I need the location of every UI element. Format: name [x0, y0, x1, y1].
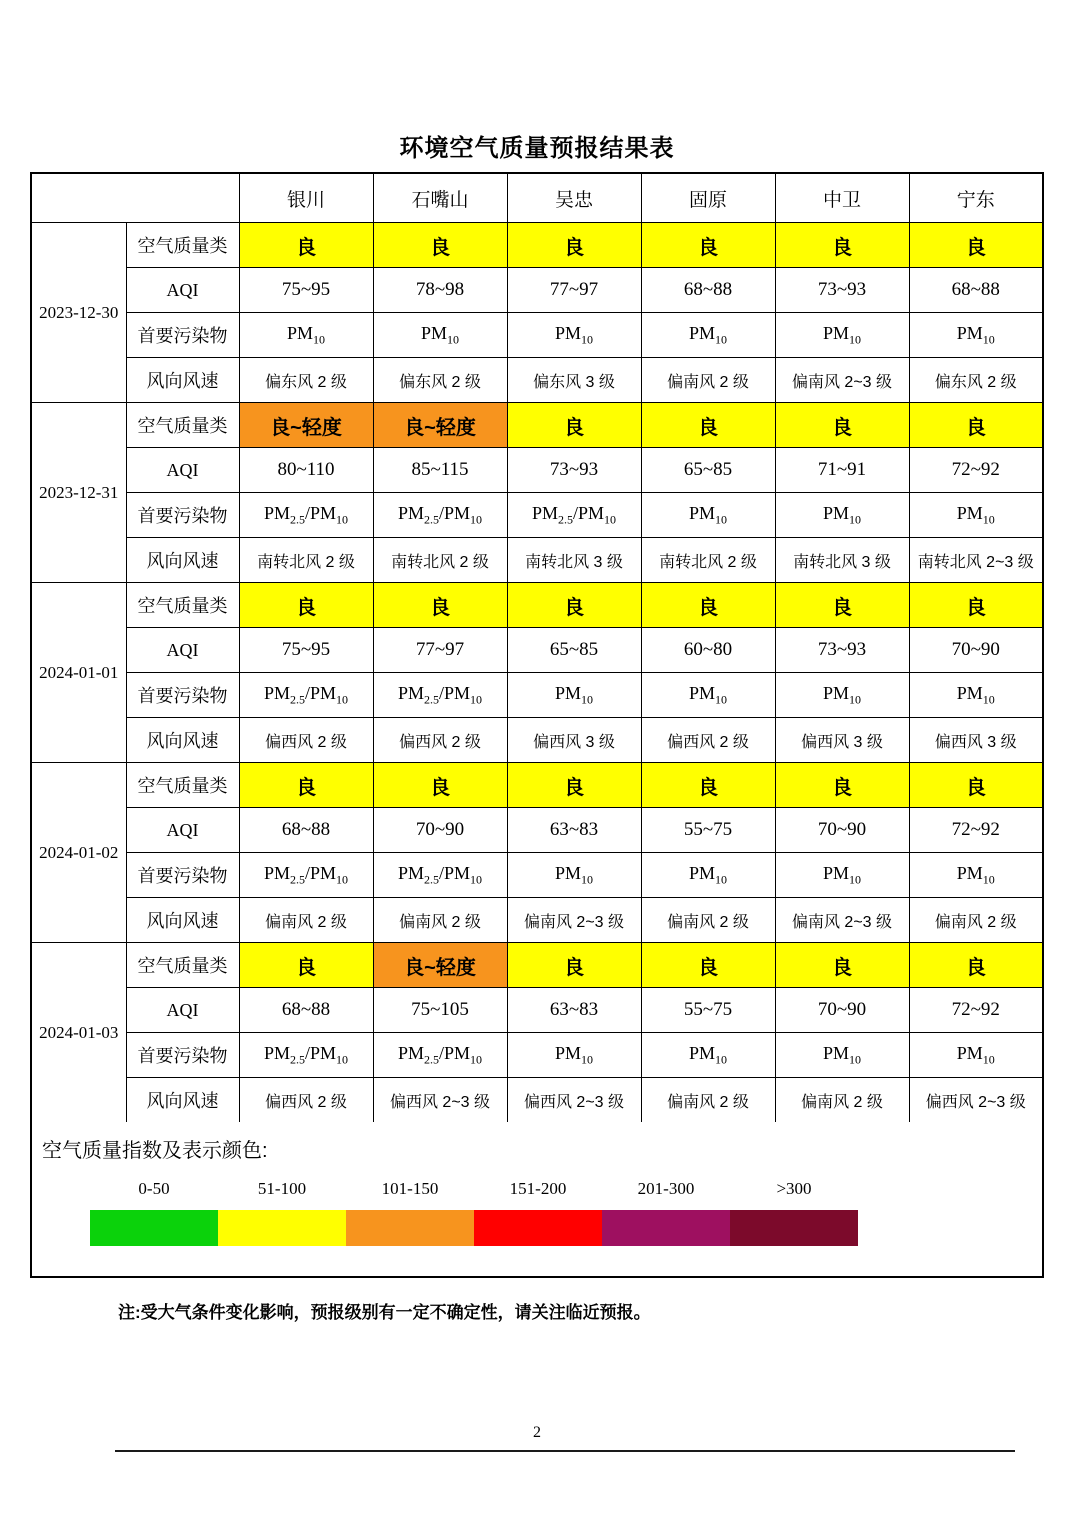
table-row [31, 1078, 1043, 1124]
aqi-cell: 70~90 [909, 628, 1043, 673]
wind-cell: 偏西风 2 级 [239, 1078, 373, 1124]
aqi-cell: 55~75 [641, 808, 775, 853]
pollutant-cell: $PM_{10}$ [641, 313, 775, 358]
wind-cell: 偏西风 2 级 [239, 718, 373, 763]
row-label: 首要污染物 [126, 313, 239, 358]
quality-cell: 良 [909, 583, 1043, 628]
pollutant-cell: $PM_{10}$ [507, 673, 641, 718]
pollutant-cell: $PM_{10}$ [775, 493, 909, 538]
aqi-cell: 68~88 [239, 988, 373, 1033]
table-row [31, 988, 1043, 1033]
aqi-cell: 65~85 [641, 448, 775, 493]
quality-cell: 良 [507, 403, 641, 448]
date-cell: 2024-01-02 [31, 763, 126, 943]
date-cell: 2024-01-01 [31, 583, 126, 763]
aqi-cell: 55~75 [641, 988, 775, 1033]
row-label: AQI [126, 448, 239, 493]
wind-cell: 偏南风 2~3 级 [775, 358, 909, 403]
aqi-cell: 73~93 [775, 628, 909, 673]
legend-color-band [90, 1210, 858, 1246]
pollutant-cell: $PM_{10}$ [239, 313, 373, 358]
footnote: 注:受大气条件变化影响，预报级别有一定不确定性，请关注临近预报。 [118, 1303, 651, 1322]
wind-cell: 偏南风 2 级 [909, 898, 1043, 943]
table-row [31, 628, 1043, 673]
wind-cell: 偏东风 2 级 [909, 358, 1043, 403]
row-label: 风向风速 [126, 898, 239, 943]
city-header: 固原 [641, 173, 775, 223]
quality-cell: 良 [775, 403, 909, 448]
legend-color-swatch [346, 1210, 474, 1246]
row-label: AQI [126, 988, 239, 1033]
date-cell: 2023-12-30 [31, 223, 126, 403]
table-row [31, 718, 1043, 763]
row-label: 风向风速 [126, 538, 239, 583]
row-label: AQI [126, 268, 239, 313]
header-row [31, 173, 1043, 223]
pollutant-cell: $PM_{2.5}/PM_{10}$ [373, 853, 507, 898]
wind-cell: 偏南风 2 级 [641, 358, 775, 403]
quality-cell: 良 [641, 223, 775, 268]
aqi-cell: 68~88 [641, 268, 775, 313]
page-title: 环境空气质量预报结果表 [399, 135, 675, 162]
table-row [31, 583, 1043, 628]
wind-cell: 偏南风 2~3 级 [507, 898, 641, 943]
pollutant-cell: $PM_{10}$ [775, 1033, 909, 1078]
date-cell: 2023-12-31 [31, 403, 126, 583]
wind-cell: 南转北风 2 级 [373, 538, 507, 583]
pollutant-cell: $PM_{2.5}/PM_{10}$ [239, 493, 373, 538]
quality-cell: 良 [909, 223, 1043, 268]
wind-cell: 南转北风 3 级 [507, 538, 641, 583]
pollutant-cell: $PM_{10}$ [507, 1033, 641, 1078]
row-label: 首要污染物 [126, 1033, 239, 1078]
quality-cell: 良 [775, 943, 909, 988]
legend-range-label: 151-200 [509, 1179, 567, 1198]
city-header: 石嘴山 [373, 173, 507, 223]
wind-cell: 偏西风 2~3 级 [909, 1078, 1043, 1124]
quality-cell: 良 [239, 763, 373, 808]
forecast-table [30, 172, 1044, 1124]
forecast-table-body [31, 173, 1043, 1123]
wind-cell: 偏西风 2~3 级 [507, 1078, 641, 1124]
aqi-cell: 75~95 [239, 268, 373, 313]
wind-cell: 偏南风 2~3 级 [775, 898, 909, 943]
aqi-cell: 75~95 [239, 628, 373, 673]
table-row [31, 313, 1043, 358]
city-header: 银川 [239, 173, 373, 223]
table-row [31, 358, 1043, 403]
table-row [31, 403, 1043, 448]
quality-cell: 良~轻度 [373, 403, 507, 448]
aqi-cell: 68~88 [239, 808, 373, 853]
table-row [31, 538, 1043, 583]
pollutant-cell: $PM_{2.5}/PM_{10}$ [373, 1033, 507, 1078]
quality-cell: 良 [373, 763, 507, 808]
quality-cell: 良~轻度 [373, 943, 507, 988]
aqi-cell: 60~80 [641, 628, 775, 673]
aqi-cell: 77~97 [507, 268, 641, 313]
pollutant-cell: $PM_{2.5}/PM_{10}$ [373, 673, 507, 718]
row-label: 风向风速 [126, 1078, 239, 1124]
quality-cell: 良 [641, 403, 775, 448]
table-row [31, 223, 1043, 268]
legend-range-labels [90, 1179, 1042, 1199]
row-label: 空气质量类 [126, 583, 239, 628]
pollutant-cell: $PM_{2.5}/PM_{10}$ [239, 1033, 373, 1078]
pollutant-cell: $PM_{10}$ [641, 853, 775, 898]
pollutant-cell: $PM_{10}$ [373, 313, 507, 358]
table-row [31, 673, 1043, 718]
wind-cell: 偏南风 2 级 [373, 898, 507, 943]
wind-cell: 偏东风 2 级 [239, 358, 373, 403]
page-number: 2 [533, 1424, 541, 1441]
legend-range-label: >300 [776, 1179, 812, 1198]
pollutant-cell: $PM_{10}$ [775, 853, 909, 898]
wind-cell: 南转北风 2 级 [641, 538, 775, 583]
aqi-cell: 80~110 [239, 448, 373, 493]
pollutant-cell: $PM_{10}$ [775, 673, 909, 718]
table-row [31, 763, 1043, 808]
aqi-cell: 70~90 [373, 808, 507, 853]
pollutant-cell: $PM_{10}$ [909, 673, 1043, 718]
table-row [31, 1033, 1043, 1078]
date-cell: 2024-01-03 [31, 943, 126, 1124]
quality-cell: 良 [909, 403, 1043, 448]
city-header: 中卫 [775, 173, 909, 223]
quality-cell: 良 [239, 583, 373, 628]
quality-cell: 良 [775, 583, 909, 628]
aqi-cell: 72~92 [909, 448, 1043, 493]
aqi-cell: 72~92 [909, 808, 1043, 853]
pollutant-cell: $PM_{10}$ [507, 313, 641, 358]
quality-cell: 良 [239, 943, 373, 988]
table-row [31, 493, 1043, 538]
pollutant-cell: $PM_{2.5}/PM_{10}$ [373, 493, 507, 538]
quality-cell: 良 [909, 763, 1043, 808]
legend-color-swatch [602, 1210, 730, 1246]
legend-color-swatch [90, 1210, 218, 1246]
table-row [31, 808, 1043, 853]
row-label: 空气质量类 [126, 943, 239, 988]
row-label: 风向风速 [126, 718, 239, 763]
row-label: 空气质量类 [126, 403, 239, 448]
pollutant-cell: $PM_{2.5}/PM_{10}$ [507, 493, 641, 538]
wind-cell: 南转北风 2~3 级 [909, 538, 1043, 583]
quality-cell: 良 [775, 763, 909, 808]
footer-rule [115, 1450, 1015, 1452]
pollutant-cell: $PM_{10}$ [641, 673, 775, 718]
table-row [31, 448, 1043, 493]
aqi-cell: 63~83 [507, 808, 641, 853]
aqi-cell: 63~83 [507, 988, 641, 1033]
wind-cell: 偏西风 2~3 级 [373, 1078, 507, 1124]
quality-cell: 良 [641, 763, 775, 808]
wind-cell: 南转北风 2 级 [239, 538, 373, 583]
wind-cell: 偏南风 2 级 [775, 1078, 909, 1124]
row-label: 空气质量类 [126, 763, 239, 808]
legend-color-swatch [218, 1210, 346, 1246]
pollutant-cell: $PM_{10}$ [641, 1033, 775, 1078]
table-row [31, 268, 1043, 313]
quality-cell: 良 [507, 943, 641, 988]
legend-range-label: 51-100 [257, 1179, 307, 1198]
row-label: AQI [126, 628, 239, 673]
pollutant-cell: $PM_{10}$ [909, 1033, 1043, 1078]
aqi-cell: 65~85 [507, 628, 641, 673]
wind-cell: 偏南风 2 级 [641, 1078, 775, 1124]
legend-color-swatch [730, 1210, 858, 1246]
aqi-cell: 73~93 [775, 268, 909, 313]
wind-cell: 偏南风 2 级 [239, 898, 373, 943]
city-header: 宁东 [909, 173, 1043, 223]
pollutant-cell: $PM_{10}$ [909, 313, 1043, 358]
pollutant-cell: $PM_{10}$ [641, 493, 775, 538]
wind-cell: 偏东风 3 级 [507, 358, 641, 403]
legend-range-label: 0-50 [138, 1179, 170, 1198]
wind-cell: 偏西风 3 级 [507, 718, 641, 763]
row-label: 首要污染物 [126, 673, 239, 718]
quality-cell: 良 [909, 943, 1043, 988]
quality-cell: 良 [507, 223, 641, 268]
wind-cell: 南转北风 3 级 [775, 538, 909, 583]
pollutant-cell: $PM_{2.5}/PM_{10}$ [239, 673, 373, 718]
row-label: 首要污染物 [126, 853, 239, 898]
aqi-cell: 75~105 [373, 988, 507, 1033]
row-label: AQI [126, 808, 239, 853]
quality-cell: 良 [641, 583, 775, 628]
wind-cell: 偏南风 2 级 [641, 898, 775, 943]
legend-title: 空气质量指数及表示颜色: [42, 1140, 268, 1162]
quality-cell: 良~轻度 [239, 403, 373, 448]
pollutant-cell: $PM_{10}$ [507, 853, 641, 898]
aqi-cell: 78~98 [373, 268, 507, 313]
legend-range-label: 201-300 [637, 1179, 695, 1198]
pollutant-cell: $PM_{10}$ [909, 853, 1043, 898]
quality-cell: 良 [507, 583, 641, 628]
aqi-cell: 72~92 [909, 988, 1043, 1033]
aqi-cell: 85~115 [373, 448, 507, 493]
aqi-legend [30, 1122, 1044, 1278]
aqi-cell: 70~90 [775, 988, 909, 1033]
wind-cell: 偏东风 2 级 [373, 358, 507, 403]
wind-cell: 偏西风 3 级 [775, 718, 909, 763]
aqi-cell: 68~88 [909, 268, 1043, 313]
city-header: 吴忠 [507, 173, 641, 223]
legend-range-label: 101-150 [381, 1179, 439, 1198]
quality-cell: 良 [775, 223, 909, 268]
table-corner [31, 173, 239, 223]
wind-cell: 偏西风 2 级 [641, 718, 775, 763]
legend-color-swatch [474, 1210, 602, 1246]
row-label: 风向风速 [126, 358, 239, 403]
quality-cell: 良 [507, 763, 641, 808]
wind-cell: 偏西风 3 级 [909, 718, 1043, 763]
aqi-cell: 77~97 [373, 628, 507, 673]
table-row [31, 898, 1043, 943]
wind-cell: 偏西风 2 级 [373, 718, 507, 763]
pollutant-cell: $PM_{10}$ [775, 313, 909, 358]
quality-cell: 良 [373, 583, 507, 628]
aqi-cell: 71~91 [775, 448, 909, 493]
quality-cell: 良 [239, 223, 373, 268]
pollutant-cell: $PM_{10}$ [909, 493, 1043, 538]
table-row [31, 943, 1043, 988]
quality-cell: 良 [641, 943, 775, 988]
pollutant-cell: $PM_{2.5}/PM_{10}$ [239, 853, 373, 898]
aqi-cell: 70~90 [775, 808, 909, 853]
table-row [31, 853, 1043, 898]
quality-cell: 良 [373, 223, 507, 268]
row-label: 首要污染物 [126, 493, 239, 538]
aqi-cell: 73~93 [507, 448, 641, 493]
row-label: 空气质量类 [126, 223, 239, 268]
